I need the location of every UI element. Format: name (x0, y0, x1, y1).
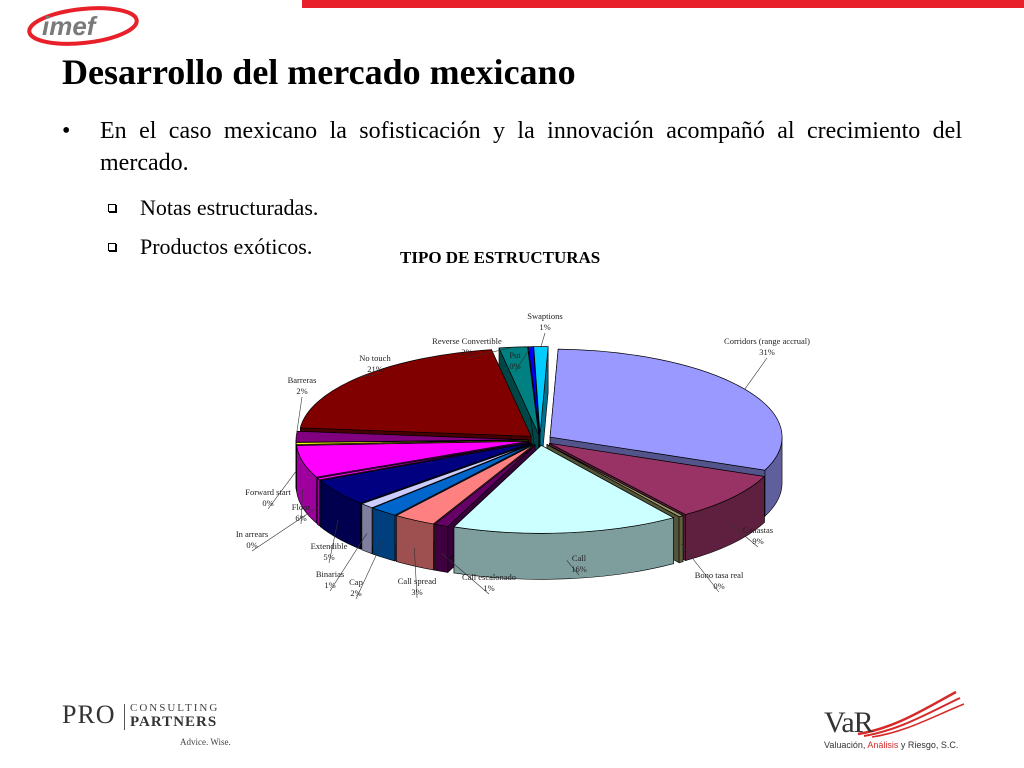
slice-label-name: Extendible (310, 541, 348, 551)
slice-label-15 (509, 350, 521, 371)
pie-slice-wall-4 (435, 524, 448, 572)
slice-label-name: Put (509, 350, 521, 360)
pie-slice-wall-2 (679, 516, 683, 563)
slice-leader-line-16 (541, 333, 545, 347)
slice-label-4 (462, 572, 516, 593)
slice-label-2 (695, 570, 744, 591)
slice-label-3 (571, 553, 587, 574)
slice-label-value: 0% (246, 540, 258, 550)
pro-logo-tagline: Advice. Wise. (180, 737, 231, 747)
slice-label-value: 9% (752, 536, 764, 546)
slice-label-7 (316, 569, 344, 590)
slice-leader-line-0 (745, 358, 767, 389)
sub-item-label: Productos exóticos. (140, 234, 313, 259)
imef-logo-text: imef (42, 11, 96, 41)
pro-logo-divider (124, 704, 125, 730)
slice-label-0 (724, 336, 810, 357)
var-sub-part-2: Análisis (867, 740, 899, 750)
slice-label-8 (311, 541, 348, 562)
pie-slice-wall-6 (373, 508, 395, 561)
slice-label-name: Binarias (315, 569, 345, 579)
slice-label-name: Swaptions (527, 311, 563, 321)
bullet-dot: • (62, 118, 71, 144)
var-sub-part-1: Valuación, (824, 740, 868, 750)
slice-label-name: Floor (291, 502, 311, 512)
var-logo-subtitle (824, 740, 958, 750)
slice-label-value: 31% (759, 347, 775, 357)
chart-title: TIPO DE ESTRUCTURAS (400, 248, 601, 267)
slice-label-name: Bono tasa real (694, 570, 744, 580)
slide-title: Desarrollo del mercado mexicano (62, 52, 576, 92)
slice-label-value: 2% (350, 588, 362, 598)
pro-consulting-logo (62, 700, 232, 750)
pie-slice-wall-9 (317, 478, 319, 526)
pro-logo-partners: PARTNERS (130, 714, 218, 730)
pie-slice-no-touch (300, 350, 531, 437)
slice-label-name: In arrears (235, 529, 269, 539)
slice-label-name: No touch (359, 353, 391, 363)
slice-label-16 (527, 311, 562, 332)
slice-label-name: Forward start (245, 487, 291, 497)
slice-label-name: Corridors (range accrual) (724, 336, 810, 346)
sub-item-label: Notas estructuradas. (140, 195, 319, 220)
slice-label-value: 0% (509, 361, 521, 371)
slice-label-value: 2% (461, 347, 473, 357)
slice-label-name: Cap (349, 577, 363, 587)
pro-logo-consulting: CONSULTING (130, 702, 220, 714)
slice-label-9 (236, 529, 268, 550)
slice-label-name: Call spread (397, 576, 437, 586)
slice-label-name: Barreras (287, 375, 317, 385)
slice-label-11 (245, 487, 291, 508)
var-sub-part-3: y Riesgo, S.C. (898, 740, 959, 750)
slice-label-value: 0% (262, 498, 274, 508)
slice-label-value: 0% (713, 581, 725, 591)
slice-label-value: 1% (483, 583, 495, 593)
pie-slice-wall-7 (362, 504, 372, 554)
slice-label-value: 6% (295, 513, 307, 523)
slice-label-value: 16% (571, 564, 587, 574)
slice-label-value: 5% (323, 552, 335, 562)
slice-label-name: Reverse Convertible (432, 336, 502, 346)
var-logo (816, 688, 966, 754)
slice-label-6 (349, 577, 363, 598)
slice-label-value: 1% (539, 322, 551, 332)
slice-label-value: 2% (296, 386, 308, 396)
slice-label-12 (288, 375, 317, 396)
main-bullet-text: En el caso mexicano la sofisticación y la innovación acompañó al crecimiento del mercado. (100, 118, 962, 176)
slice-label-name: Call (571, 553, 587, 563)
pro-logo-word: PRO (62, 700, 116, 729)
slice-label-value: 3% (411, 587, 423, 597)
slice-label-5 (398, 576, 437, 597)
slice-label-value: 21% (367, 364, 383, 374)
var-logo-word: VaR (824, 706, 873, 739)
slice-label-name: Canastas (742, 525, 774, 535)
slice-label-value: 1% (324, 580, 336, 590)
slice-label-name: Call escalonado (461, 572, 517, 582)
